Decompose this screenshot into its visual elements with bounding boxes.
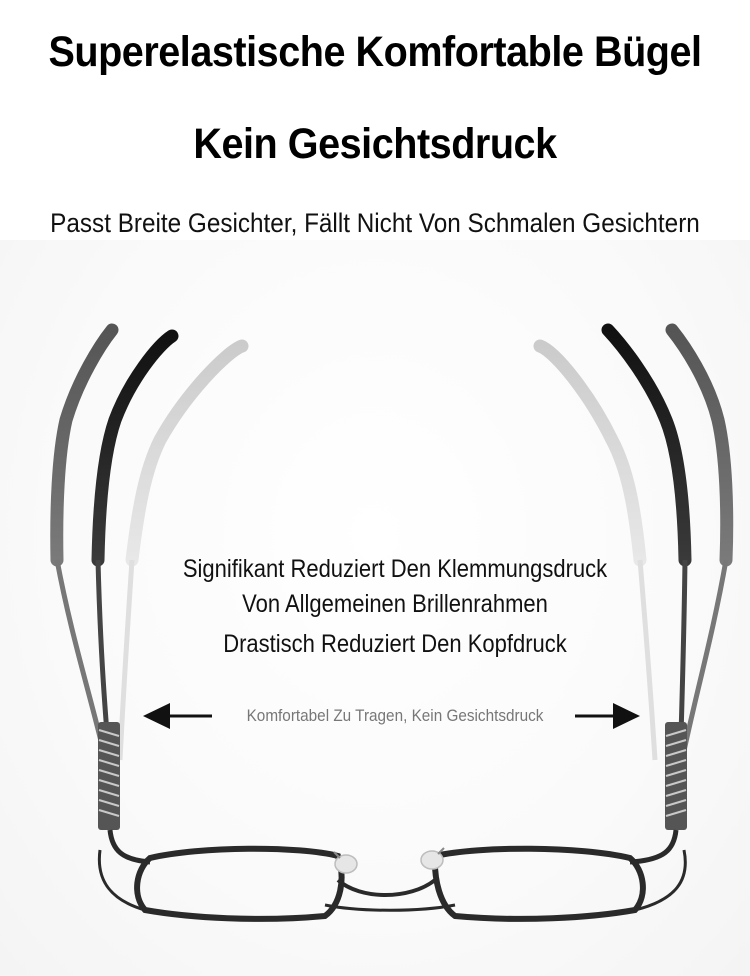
benefit-line-3: Drastisch Reduziert Den Kopfdruck — [223, 630, 567, 658]
glasses-frame — [99, 830, 685, 919]
right-temple-light — [540, 346, 655, 760]
benefit-line-2: Von Allgemeinen Brillenrahmen — [242, 590, 548, 618]
right-spring-hinge — [665, 722, 687, 830]
headline: Superelastische Komfortable Bügel — [48, 28, 702, 76]
right-temple-dark — [608, 330, 685, 770]
nose-pads — [334, 848, 444, 873]
tagline: Passt Breite Gesichter, Fällt Nicht Von Schmalen Gesichtern — [50, 208, 700, 238]
left-temple-light — [120, 346, 242, 760]
comfort-label: Komfortabel Zu Tragen, Kein Gesichtsdruck — [246, 706, 544, 725]
subheadline: Kein Gesichtsdruck — [193, 120, 557, 168]
left-spring-hinge — [98, 722, 120, 830]
benefit-line-1: Signifikant Reduziert Den Klemmungsdruck — [182, 555, 608, 583]
